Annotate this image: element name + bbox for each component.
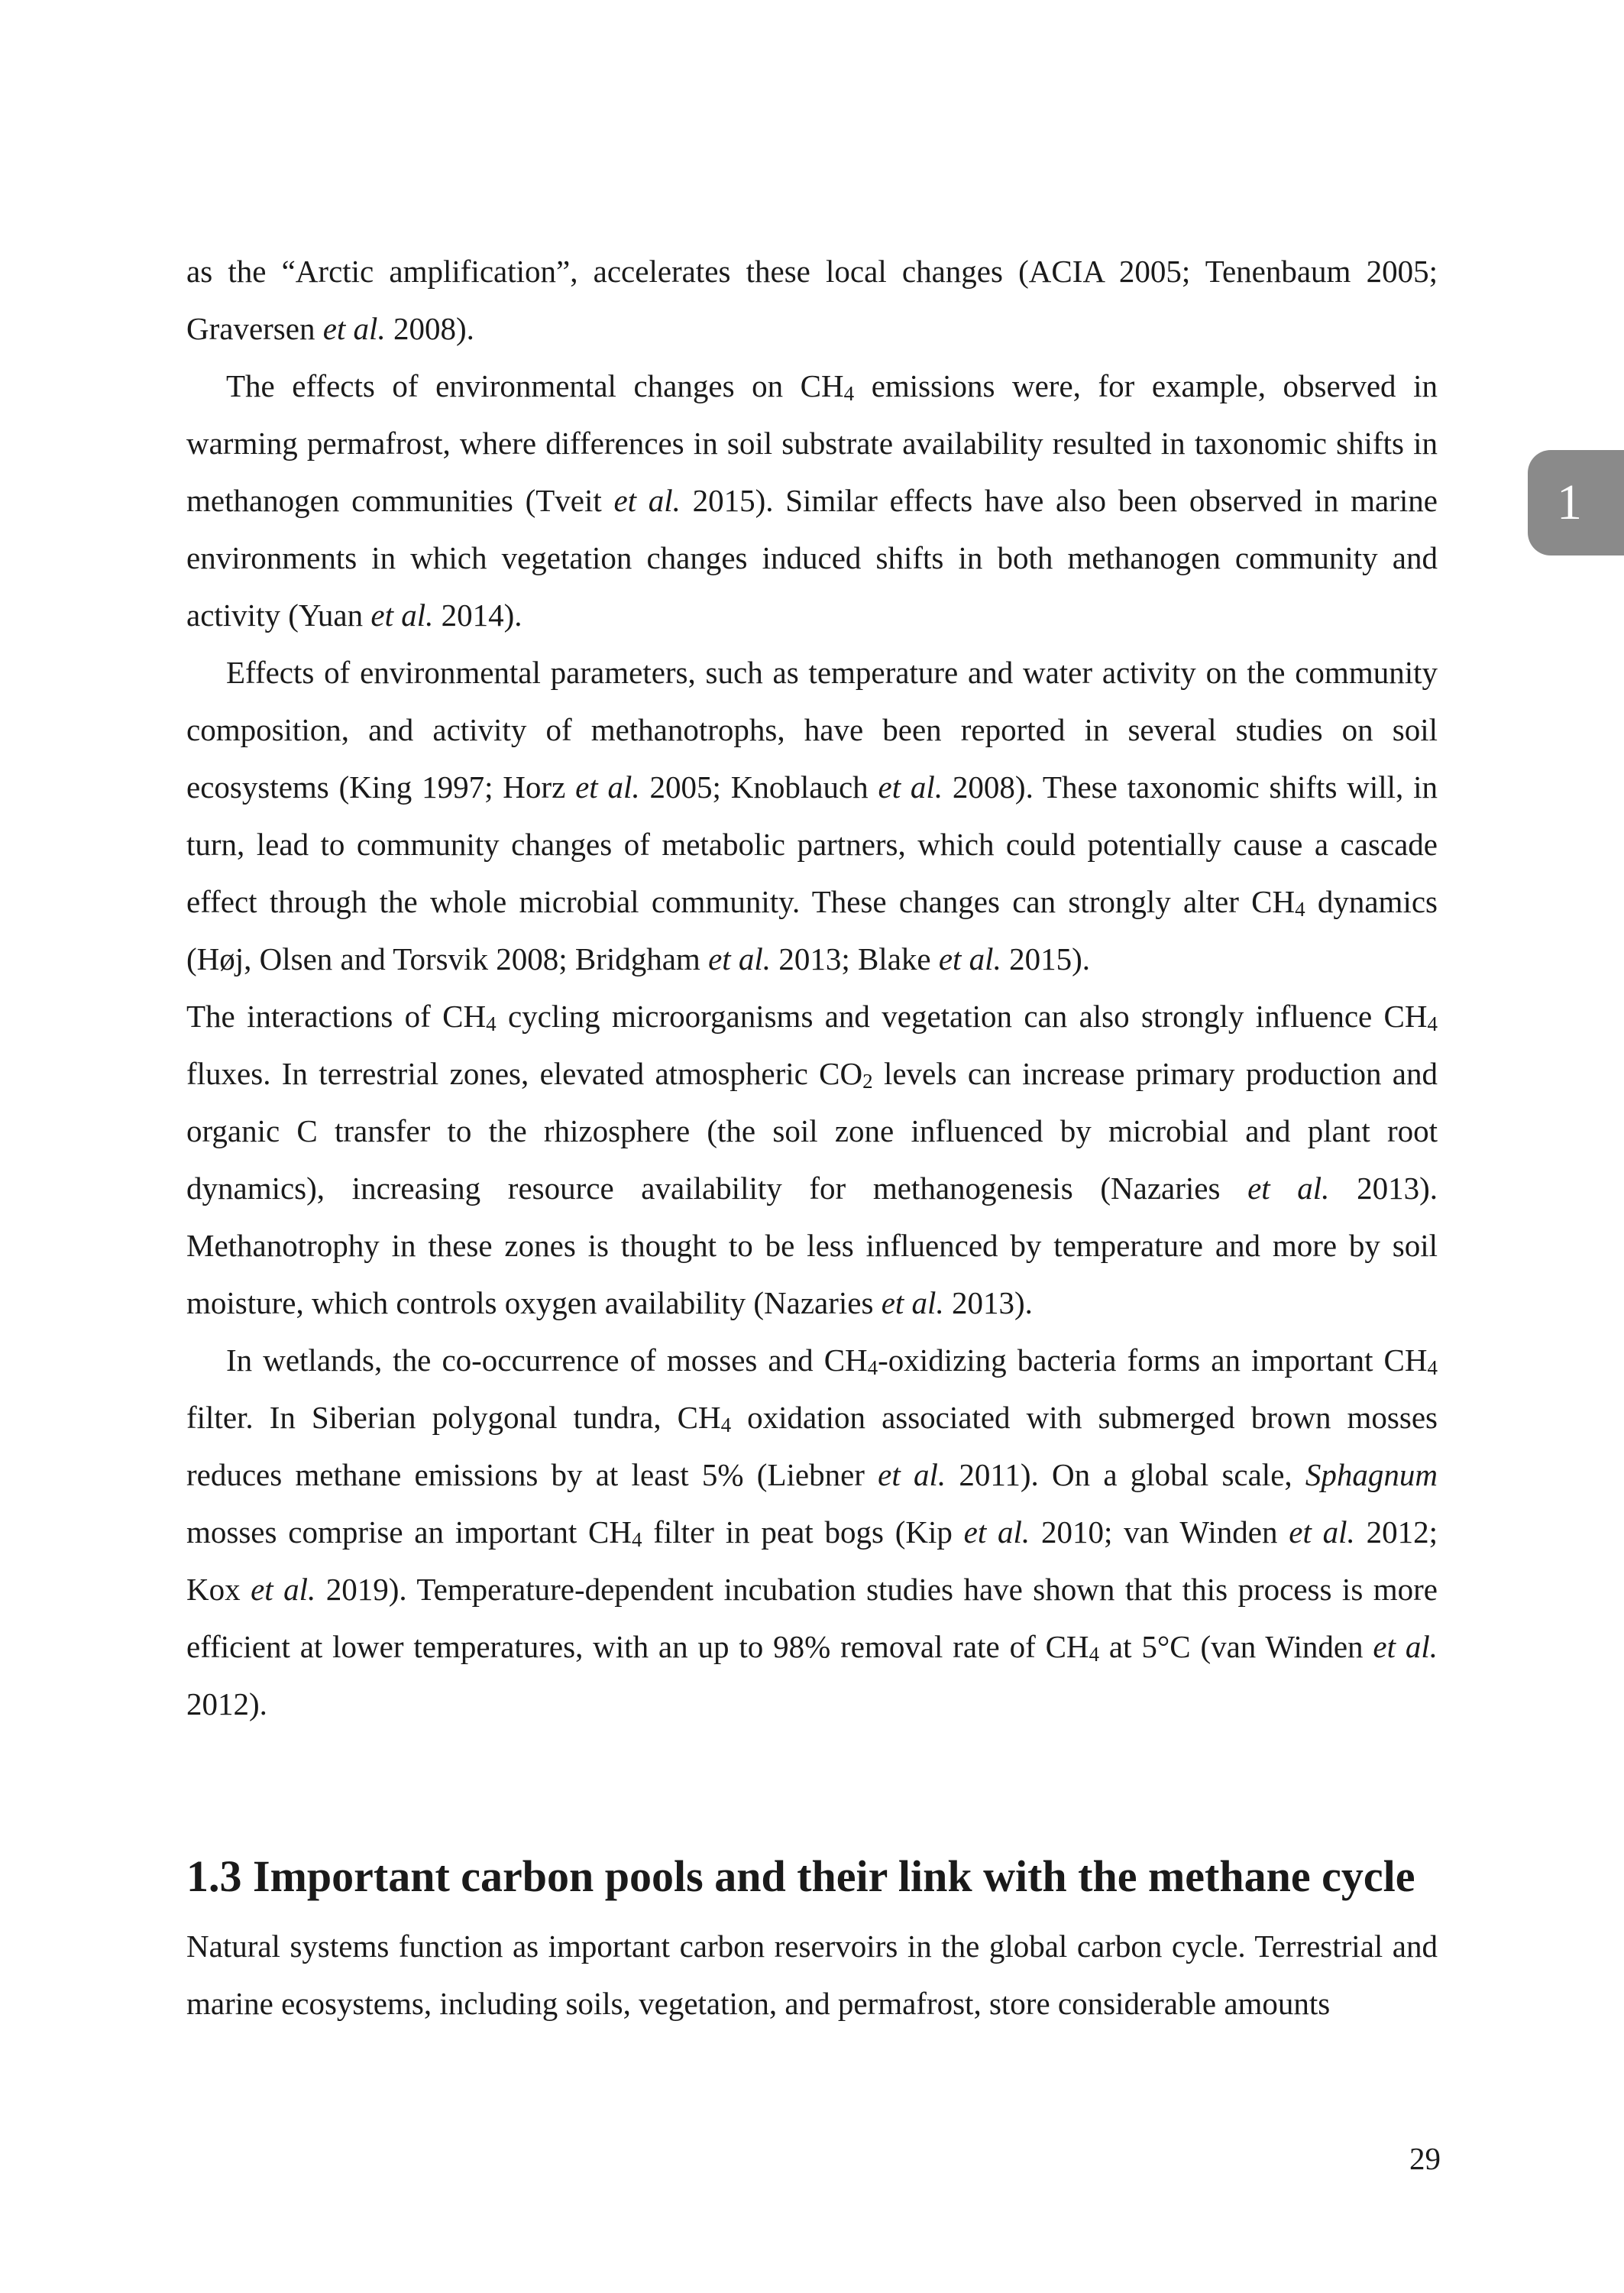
subscript: 4 — [720, 1414, 732, 1436]
text-run: filter. In Siberian polygonal tundra, CH — [186, 1400, 721, 1435]
text-run: 2019). Temperature-dependent incubation studies have shown that this process is more efficient at lower temperatures, with an up to 98% removal rate of CH — [186, 1572, 1438, 1664]
subscript: 4 — [1089, 1643, 1100, 1666]
italic-run: et al. — [878, 769, 943, 805]
text-run: In wetlands, the co-occurrence of mosses and CH — [226, 1342, 868, 1378]
italic-run: et al. — [251, 1572, 316, 1607]
text-run: at 5°C (van Winden — [1099, 1629, 1373, 1664]
text-run: 2013; Blake — [771, 941, 939, 976]
text-run: 2008). These taxonomic shifts will, in turn, lead to community changes of metabolic partners, which could potentially cause a cascade effect through the whole microbial community. These changes can strongly alter CH — [186, 769, 1438, 919]
subscript: 4 — [631, 1528, 642, 1551]
chapter-tab — [1528, 450, 1624, 555]
text-run: cycling microorganisms and vegetation can also strongly influence CH — [496, 999, 1428, 1034]
italic-run: et al. — [881, 1285, 944, 1320]
italic-run: et al. — [1247, 1171, 1330, 1206]
subscript: 2 — [862, 1070, 873, 1093]
italic-run: Sphagnum — [1305, 1457, 1438, 1492]
italic-run: et al. — [613, 483, 681, 518]
text-run: 2012; Kox — [186, 1514, 1438, 1607]
text-run: -oxidizing bacteria forms an important CH — [878, 1342, 1428, 1378]
text-run: 2015). — [1001, 941, 1090, 976]
text-run: oxidation associated with submerged brown mosses reduces methane emissions by at least 5% (Liebner — [186, 1400, 1438, 1492]
text-run: The interactions of CH — [186, 999, 487, 1034]
subscript: 4 — [867, 1356, 878, 1379]
italic-run: et al. — [938, 941, 1001, 976]
italic-run: et al. — [1289, 1514, 1355, 1550]
section-heading: 1.3 Important carbon pools and their link with the methane cycle — [186, 1851, 1415, 1901]
italic-run: et al. — [322, 311, 386, 346]
text-run: as the “Arctic amplification”, accelerates these local changes (ACIA 2005; Tenenbaum 2005; Graversen — [186, 254, 1438, 346]
paragraph-1 — [186, 243, 1438, 358]
subscript: 4 — [843, 382, 855, 405]
text-run: 2011). On a global scale, — [946, 1457, 1305, 1492]
text-run: 2013). — [943, 1285, 1033, 1320]
italic-run: et al. — [963, 1514, 1030, 1550]
paragraph-4 — [186, 988, 1438, 1332]
subscript: 4 — [486, 1012, 497, 1035]
section-paragraph: Natural systems function as important carbon reservoirs in the global carbon cycle. Terrestrial and marine ecosystems, including soils, vegetation, and permafrost, store considerable amounts — [186, 1929, 1438, 2021]
body-text — [186, 243, 1438, 1733]
paragraph-5 — [186, 1332, 1438, 1733]
italic-run: et al. — [370, 598, 434, 633]
subscript: 4 — [1295, 898, 1305, 921]
text-run: 2015). Similar effects have also been observed in marine environments in which vegetation changes induced shifts in both methanogen community and activity (Yuan — [186, 483, 1438, 633]
subscript: 4 — [1427, 1356, 1438, 1379]
text-run: levels can increase primary production and organic C transfer to the rhizosphere (the soil zone influenced by microbial and plant root dynamics), increasing resource availability for methanogenesis (Nazaries — [186, 1056, 1438, 1206]
text-run: 2013). Methanotrophy in these zones is thought to be less influenced by temperature and more by soil moisture, which controls oxygen availability (Nazaries — [186, 1171, 1438, 1320]
text-run: 2008). — [385, 311, 474, 346]
italic-run: et al. — [708, 941, 772, 976]
text-run: 2010; van Winden — [1030, 1514, 1289, 1550]
chapter-number: 1 — [1557, 474, 1582, 530]
text-run: The effects of environmental changes on CH — [226, 368, 844, 403]
text-run: Effects of environmental parameters, such as temperature and water activity on the community composition, and activity of methanotrophs, have been reported in several studies on soil ecosystems (King 1997; Horz — [186, 655, 1438, 805]
italic-run: et al. — [575, 769, 640, 805]
page-number: 29 — [1409, 2141, 1441, 2176]
text-run: 2005; Knoblauch — [639, 769, 878, 805]
subscript: 4 — [1427, 1012, 1438, 1035]
paragraph-3 — [186, 644, 1438, 988]
italic-run: et al. — [878, 1457, 946, 1492]
paragraph-2 — [186, 358, 1438, 644]
text-run: 2012). — [186, 1686, 267, 1721]
text-run: dynamics (Høj, Olsen and Torsvik 2008; Bridgham — [186, 884, 1438, 976]
text-run: emissions were, for example, observed in warming permafrost, where differences in soil substrate availability resulted in taxonomic shifts in methanogen communities (Tveit — [186, 368, 1438, 518]
text-run: 2014). — [433, 598, 522, 633]
text-run: filter in peat bogs (Kip — [642, 1514, 964, 1550]
section-body — [186, 1918, 1438, 2032]
italic-run: et al. — [1373, 1629, 1438, 1664]
text-run: fluxes. In terrestrial zones, elevated atmospheric CO — [186, 1056, 863, 1091]
text-run: mosses comprise an important CH — [186, 1514, 632, 1550]
